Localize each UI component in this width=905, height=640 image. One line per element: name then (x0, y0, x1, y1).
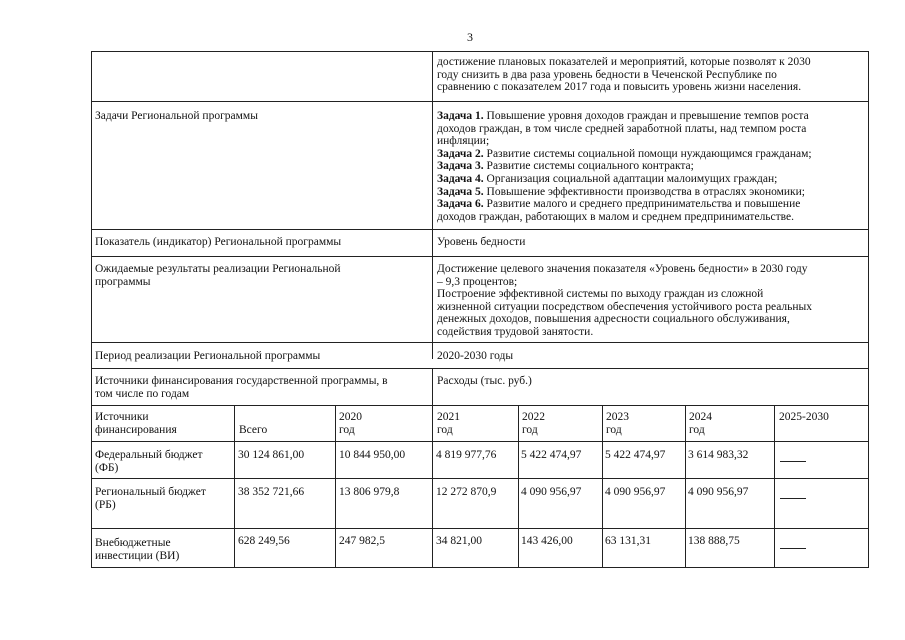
row-value: 4 090 956,97 (521, 486, 582, 498)
column-divider (335, 405, 336, 568)
header-year: 2024 год (689, 411, 712, 436)
row-value: 4 090 956,97 (605, 486, 666, 498)
row-value: 247 982,5 (339, 535, 385, 547)
row-value: 3 614 983,32 (688, 449, 749, 461)
row-source: Внебюджетные инвестиции (ВИ) (95, 537, 180, 562)
column-divider (432, 368, 433, 568)
empty-dash (780, 548, 806, 549)
results-text: Достижение целевого значения показателя «Уровень бедности» в 2030 году – 9,3 процентов; Построение эффективной системы по выходу граждан из сложной жизненной ситуации посредством обеспечения устойчивого роста реальных денежных доходов, повышения адресности социального обслуживания, содействия трудовой занятости. (437, 263, 813, 338)
row-line (91, 229, 869, 230)
column-divider (774, 405, 775, 568)
row-value: 138 888,75 (688, 535, 740, 547)
program-passport-table (91, 51, 869, 568)
financing-label: Источники финансирования государственной программы, в том числе по годам (95, 375, 388, 400)
row-source: Федеральный бюджет (ФБ) (95, 449, 203, 474)
table-border-left (91, 51, 92, 568)
empty-dash (780, 461, 806, 462)
row-line (91, 528, 869, 529)
header-year: 2023 год (606, 411, 629, 436)
header-source: Источники финансирования (95, 411, 177, 436)
row-line (91, 342, 869, 343)
row-line (91, 256, 869, 257)
header-year: 2020 год (339, 411, 362, 436)
row-value: 10 844 950,00 (339, 449, 406, 461)
row-total: 628 249,56 (238, 535, 290, 547)
header-year: 2022 год (522, 411, 545, 436)
header-total: Всего (239, 424, 268, 436)
financing-value: Расходы (тыс. руб.) (437, 375, 532, 387)
indicator-value: Уровень бедности (437, 236, 526, 248)
page-number: 3 (467, 30, 473, 44)
header-year: 2021 год (437, 411, 460, 436)
tasks-label: Задачи Региональной программы (95, 110, 258, 122)
column-divider (234, 405, 235, 568)
table-border-right (868, 51, 869, 568)
row-value: 13 806 979,8 (339, 486, 400, 498)
period-label: Период реализации Региональной программы (95, 350, 321, 362)
goal-text: достижение плановых показателей и мероприятий, которые позволят к 2030 году снизить в два раза уровень бедности в Чеченской Республике по сравнению с показателем 2017 года и повысить уровень жизни населения. (437, 56, 811, 94)
row-line (91, 567, 869, 568)
empty-dash (780, 498, 806, 499)
row-value: 5 422 474,97 (521, 449, 582, 461)
row-line (91, 478, 869, 479)
row-value: 5 422 474,97 (605, 449, 666, 461)
column-divider (685, 405, 686, 568)
column-divider (518, 405, 519, 568)
row-value: 4 819 977,76 (436, 449, 497, 461)
row-value: 34 821,00 (436, 535, 482, 547)
row-source: Региональный бюджет (РБ) (95, 486, 206, 511)
row-line (91, 405, 869, 406)
results-label: Ожидаемые результаты реализации Региональной программы (95, 263, 341, 288)
column-divider (432, 51, 433, 359)
row-line (91, 101, 869, 102)
row-total: 38 352 721,66 (238, 486, 305, 498)
column-divider (602, 405, 603, 568)
row-total: 30 124 861,00 (238, 449, 305, 461)
header-year: 2025-2030 (779, 411, 829, 423)
row-value: 143 426,00 (521, 535, 573, 547)
row-value: 12 272 870,9 (436, 486, 497, 498)
period-value: 2020-2030 годы (437, 350, 514, 362)
row-line (91, 368, 869, 369)
row-line (91, 441, 869, 442)
row-value: 63 131,31 (605, 535, 651, 547)
indicator-label: Показатель (индикатор) Региональной программы (95, 236, 342, 248)
row-line (91, 51, 869, 52)
row-value: 4 090 956,97 (688, 486, 749, 498)
tasks-list: Задача 1. Повышение уровня доходов граждан и превышение темпов роста доходов граждан, в том числе средней заработной платы, над темпом роста инфляции; Задача 2. Развитие системы социальной помощи нуждающимся гражданам; Задача 3. Развитие системы социального контракта; Задача 4. Организация социальной адаптации малоимущих граждан; Задача 5. Повышение эффективности производства в отраслях экономики; Задача 6. Развитие малого и среднего предпринимательства и повышение доходов граждан, работающих в малом и среднем предпринимательстве. (437, 110, 812, 223)
